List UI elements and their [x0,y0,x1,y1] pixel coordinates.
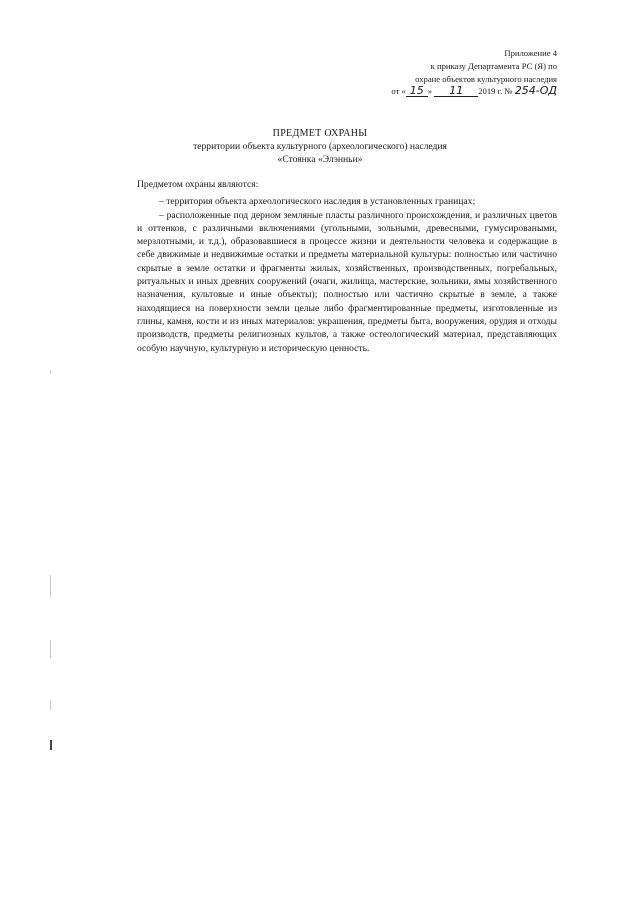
list-item: – территория объекта археологического наследия в установленных границах; [159,196,476,208]
list-item: – расположенные под дерном земляные пласты различного происхождения, и различных цветов и оттенков, с различными включениями (угольными, зольными, древесными, гумусироваными, мерзлотными, и т.д.), образовавшиеся в процессе жизни и деятельности человека и содержащие в себе движимые и недвижимые остатки и предметы материальной культуры: полностью или частично скрытые в земле остатки и фрагменты жилых, хозяйственных, производственных, погребальных, ритуальных и иных древних сооружений (очаги, жилища, мастерские, зольники, ямы хозяйственного назначения, культовые и иные объекты); полностью или частично скрытые в земле, а также находящиеся на поверхности земли целые либо фрагментированные предметы, изготовленные из глины, камня, кости и из иных материалов: украшения, предметы быта, вооружения, орудия и отходы производств, предметы религиозных культов, а также остеологический материал, представляющих особую научную, культурную и историческую ценность. [137,209,557,354]
appendix-number: Приложение 4 [504,48,557,58]
scan-margin-mark [50,370,51,374]
document-body [137,178,557,355]
handwritten-order-number: 254-ОД [514,84,557,98]
handwritten-month: 11 [434,86,478,97]
order-reference: к приказу Департамента РС (Я) по [430,60,557,71]
scan-margin-mark [50,575,51,597]
intro-paragraph: Предметом охраны являются: [137,179,259,190]
scan-margin-mark [50,740,52,750]
order-year-number: 2019 г. № [478,86,513,97]
page-subtitle: территории объекта культурного (археологического) наследия [193,140,447,152]
date-prefix: от « [391,86,406,97]
department-name: охране объектов культурного наследия [415,73,557,84]
object-name: «Стоянка «Элэнньи» [277,153,363,165]
scan-margin-mark [50,640,51,658]
page-title: ПРЕДМЕТ ОХРАНЫ [272,128,368,139]
scan-margin-mark [50,700,51,710]
handwritten-day: 15 [406,86,428,97]
date-mid: » [427,86,433,97]
title-block [0,128,640,166]
appendix-header [391,47,557,98]
order-date-line [391,85,557,98]
